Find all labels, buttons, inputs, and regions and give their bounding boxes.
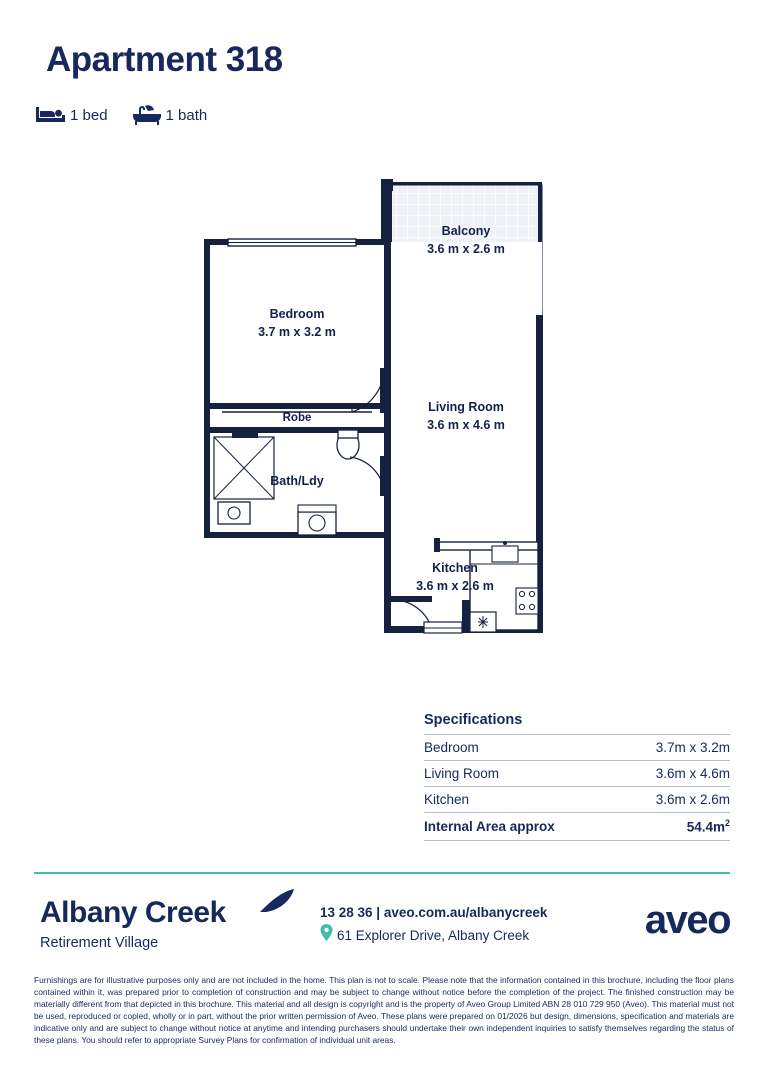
bathtub-icon: [130, 102, 164, 128]
table-row-total: [424, 812, 730, 840]
village-brand: [40, 898, 226, 951]
leaf-icon: [258, 888, 296, 919]
internal-area-value: $54.4m^2$: [686, 818, 730, 835]
spec-value: 3.7m x 3.2m: [655, 740, 730, 755]
spec-value: 3.6m x 4.6m: [655, 766, 730, 781]
table-row: [424, 786, 730, 812]
location-pin-icon: [320, 924, 333, 948]
spec-value: 3.6m x 2.6m: [655, 792, 730, 807]
footer-divider: [34, 872, 730, 874]
table-row: [424, 760, 730, 786]
bath-count-label: 1 bath: [165, 106, 208, 124]
room-label-bath-ldy: Bath/Ldy: [270, 474, 324, 488]
room-label-living-room: Living Room 3.6 m x 4.6 m: [427, 400, 505, 433]
specifications-heading: Specifications: [424, 712, 523, 728]
specifications-table: [424, 712, 730, 841]
room-label-kitchen: Kitchen 3.6 m x 2.6 m: [416, 561, 494, 594]
village-subtitle: Retirement Village: [40, 935, 159, 951]
disclaimer-text: Furnishings are for illustrative purposes only and are not included in the home. This plan is not to scale. Please note that the information contained in this brochure, including the floor plans contained within it, was prepared prior to completion of construction and may be subject to change without notice before the completion of the project. The finished construction may be materially different from that depicted in this brochure. This material and all design is copyright and is the property of Aveo Group Limited ABN 28 010 729 950 (Aveo). This material must not be used, reproduced or copied, wholly or in part, without the prior written permission of Aveo. These plans were prepared on 01/2026 but design, dimensions, specification and materials are indicative only and are subject to change without notice at anytime and intending purchasers should undertake their own independent inquiries to satisfy themselves regarding the status of these plans. You should refer to appropriate Survey Plans for confirmation of individual unit areas.: [34, 975, 734, 1045]
bed-count-label: 1 bed: [70, 106, 108, 124]
table-row: [424, 734, 730, 760]
spec-label: Bedroom: [424, 740, 479, 755]
spec-label: Kitchen: [424, 792, 470, 807]
spec-label: Living Room: [424, 766, 500, 781]
aveo-logo: aveo: [644, 898, 730, 942]
page-title: Apartment 318: [46, 40, 283, 79]
phone-website[interactable]: 13 28 36 | aveo.com.au/albanycreek: [320, 905, 548, 920]
room-label-robe: Robe: [282, 412, 312, 424]
specs-bottom-divider: [424, 840, 730, 841]
internal-area-label: Internal Area approx: [424, 818, 555, 834]
bed-icon: [34, 102, 68, 128]
floor-plan-drawing: [0, 160, 764, 660]
bed-bath-summary: [34, 100, 229, 130]
room-label-balcony: Balcony 3.6 m x 2.6 m: [427, 224, 505, 257]
address-text: 61 Explorer Drive, Albany Creek: [337, 928, 530, 944]
village-name: Albany Creek: [40, 896, 226, 929]
room-label-bedroom: Bedroom 3.7 m x 3.2 m: [258, 307, 336, 340]
contact-details: [320, 902, 547, 949]
footer: [0, 886, 764, 966]
area-superscript: 2: [724, 818, 730, 828]
